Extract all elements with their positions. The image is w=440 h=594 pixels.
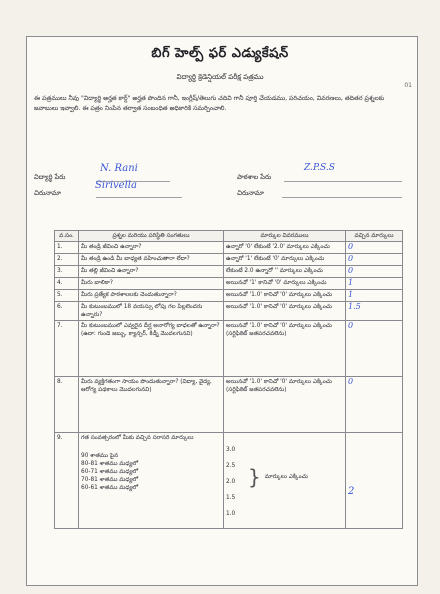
village-label: చిరునామా (237, 189, 264, 197)
table-row (55, 278, 403, 290)
table-row (55, 290, 403, 302)
scale-item: 80-81 శాతము మధ్యలో (81, 461, 139, 467)
form-subtitle: విద్యార్థి క్రెడెన్షియల్ పరీక్ష పత్రము (176, 73, 264, 81)
row-score-cell (346, 242, 403, 254)
row-score: 1 (348, 290, 354, 299)
row-score-cell (346, 278, 403, 290)
row-score: 0 (348, 321, 354, 330)
header-score: వచ్చిన మార్కులు (346, 231, 403, 242)
row-score-cell (346, 254, 403, 266)
scale-value: 2.5 (226, 463, 236, 469)
scale-value: 3.0 (226, 447, 236, 453)
table-row (55, 242, 403, 254)
form-code: 01 (404, 82, 412, 89)
table-row (55, 321, 403, 377)
row-no: 7. (55, 321, 79, 377)
row-no: 9. (55, 433, 79, 529)
row-score-cell (346, 321, 403, 377)
header-no: వ.సం. (55, 231, 79, 242)
row-question: మీ కుటుంబములో ఎవ్వరైన దీర్ఘ అనారోగ్య బాధలతో ఉన్నారా? (ఉదా: గుండె జబ్బు, క్యాన్సర్, కిడ్నీ మొదలగునవి) (79, 321, 224, 377)
scale-item: 90 శాతము పైన (81, 453, 119, 459)
row-marks: అయినచో '1.0' కానిచో '0' మార్కులు ఎక్కించు (సర్టిఫికెట్ జతపరచవలెను) (224, 377, 346, 433)
row-question: గత సంవత్సరంలో మీకు వచ్చిన సరాసరి మార్కులు (81, 435, 194, 441)
row-question: మీరు బాలికా? (79, 278, 224, 290)
assessment-table (54, 230, 403, 529)
school-value: Z.P.S.S (304, 163, 335, 173)
row-question-9 (79, 433, 224, 529)
scale-list (81, 452, 221, 492)
brace-icon: } (248, 465, 261, 489)
table-row (55, 302, 403, 321)
form-title: బిగ్ హెల్ప్ ఫర్ ఎడ్యుకేషన్ (151, 46, 289, 61)
row-score-cell (346, 266, 403, 278)
scale-item: 70-81 శాతము మధ్యలో (81, 477, 139, 483)
row-no: 5. (55, 290, 79, 302)
header-marks: మార్కుల వివరములు (224, 231, 346, 242)
table-row (55, 266, 403, 278)
row-score: 0 (348, 254, 354, 263)
row-score: 0 (348, 377, 354, 386)
row-score: 1 (348, 278, 354, 287)
table-row (55, 377, 403, 433)
row-question: మీ తల్లి జీవించి ఉన్నారా? (79, 266, 224, 278)
table-row (55, 254, 403, 266)
row-score: 0 (348, 242, 354, 251)
row-no: 3. (55, 266, 79, 278)
row-marks: అయినచో '1' కానిచో '0' మార్కులు ఎక్కించు (224, 278, 346, 290)
row-marks: ఉన్నారో '0' లేకుంటే '2.0' మార్కులు ఎక్కించు (224, 242, 346, 254)
row-no: 2. (55, 254, 79, 266)
row-no: 1. (55, 242, 79, 254)
row-score-cell (346, 290, 403, 302)
intro-text: ఈ పత్రములు నీవు "విద్యార్థి అర్హత కార్డ్" అర్హత పొందిన గానీ, ఇంగ్లీష్/తెలుగు చదివి గానీ పూర్తి చేయడము, పరిచయం, వివరణలు, తదితర ప్రశ్నలకు జవాబులు ఇవ్వాలి. ఈ పత్రం నింపిన తర్వాత సంబంధిత అధికారికి సమర్పించాలి. (34, 95, 385, 112)
row-marks-9 (224, 433, 346, 529)
address-value: Sirivella (95, 180, 137, 191)
scale-value: 1.0 (226, 511, 236, 517)
school-line (284, 181, 402, 182)
row-no: 6. (55, 302, 79, 321)
row-no: 8. (55, 377, 79, 433)
scale-item: 60-61 శాతము మధ్యలో (81, 485, 139, 491)
table-row (55, 433, 403, 529)
row-question: మీరు వ్యక్తిగతంగా సాయం పొందుతున్నారా? (విద్యా, వైద్య, ఆరోగ్య పథకాలు మొదలగునవి) (79, 377, 224, 433)
scale-value: 2.0 (226, 479, 236, 485)
scale-value: 1.5 (226, 495, 236, 501)
row-score: 0 (348, 266, 354, 275)
header-question: ప్రశ్నల మరియు పరిస్థితి సంగతులు (79, 231, 224, 242)
row-question: మీ తండ్రి ఉండి మీ బాధ్యత వహించుతారా లేదా? (79, 254, 224, 266)
address-line (96, 197, 182, 198)
row-score: 1.5 (348, 302, 361, 311)
row-marks: అయినచో '1.0' కానిచో '0' మార్కులు ఎక్కించు (224, 302, 346, 321)
row-question: మీరు ప్రత్యేక పాఠశాలలకు చెందుతున్నారా? (79, 290, 224, 302)
row-score-cell (346, 302, 403, 321)
table-header (55, 231, 403, 242)
scale-item: 60-71 శాతము మధ్యలో (81, 469, 139, 475)
address-label: చిరునామా (34, 189, 61, 197)
row-marks: అయినచో '1.0' కానిచో '0' మార్కులు ఎక్కించు (224, 290, 346, 302)
student-name-value: N. Rani (100, 163, 138, 174)
row-score: 2 (348, 486, 355, 497)
row-marks: అయినచో '1.0' కానిచో '0' మార్కులు ఎక్కించు (సర్టిఫికెట్ జతపరచవలెను) (224, 321, 346, 377)
row-marks: లేకుంటే 2.0 ఉన్నారో '' మార్కులు ఎక్కించు (224, 266, 346, 278)
row-question: మీ తండ్రి జీవించి ఉన్నారా? (79, 242, 224, 254)
village-line (282, 197, 402, 198)
scale-note: మార్కులు ఎక్కించు (264, 474, 308, 480)
row-marks: ఉన్నారో '1' లేకుంటే '0' మార్కులు ఎక్కించు (224, 254, 346, 266)
row-no: 4. (55, 278, 79, 290)
school-label: పాఠశాల పేరు (237, 173, 272, 181)
scale-values (226, 446, 244, 518)
row-question: మీ కుటుంబములో 18 వయస్సు లోపు గల పిల్లలెందరు ఉన్నారు? (79, 302, 224, 321)
student-name-label: విద్యార్థి పేరు (34, 173, 66, 181)
row-score-cell (346, 377, 403, 433)
row-score-cell (346, 433, 403, 529)
